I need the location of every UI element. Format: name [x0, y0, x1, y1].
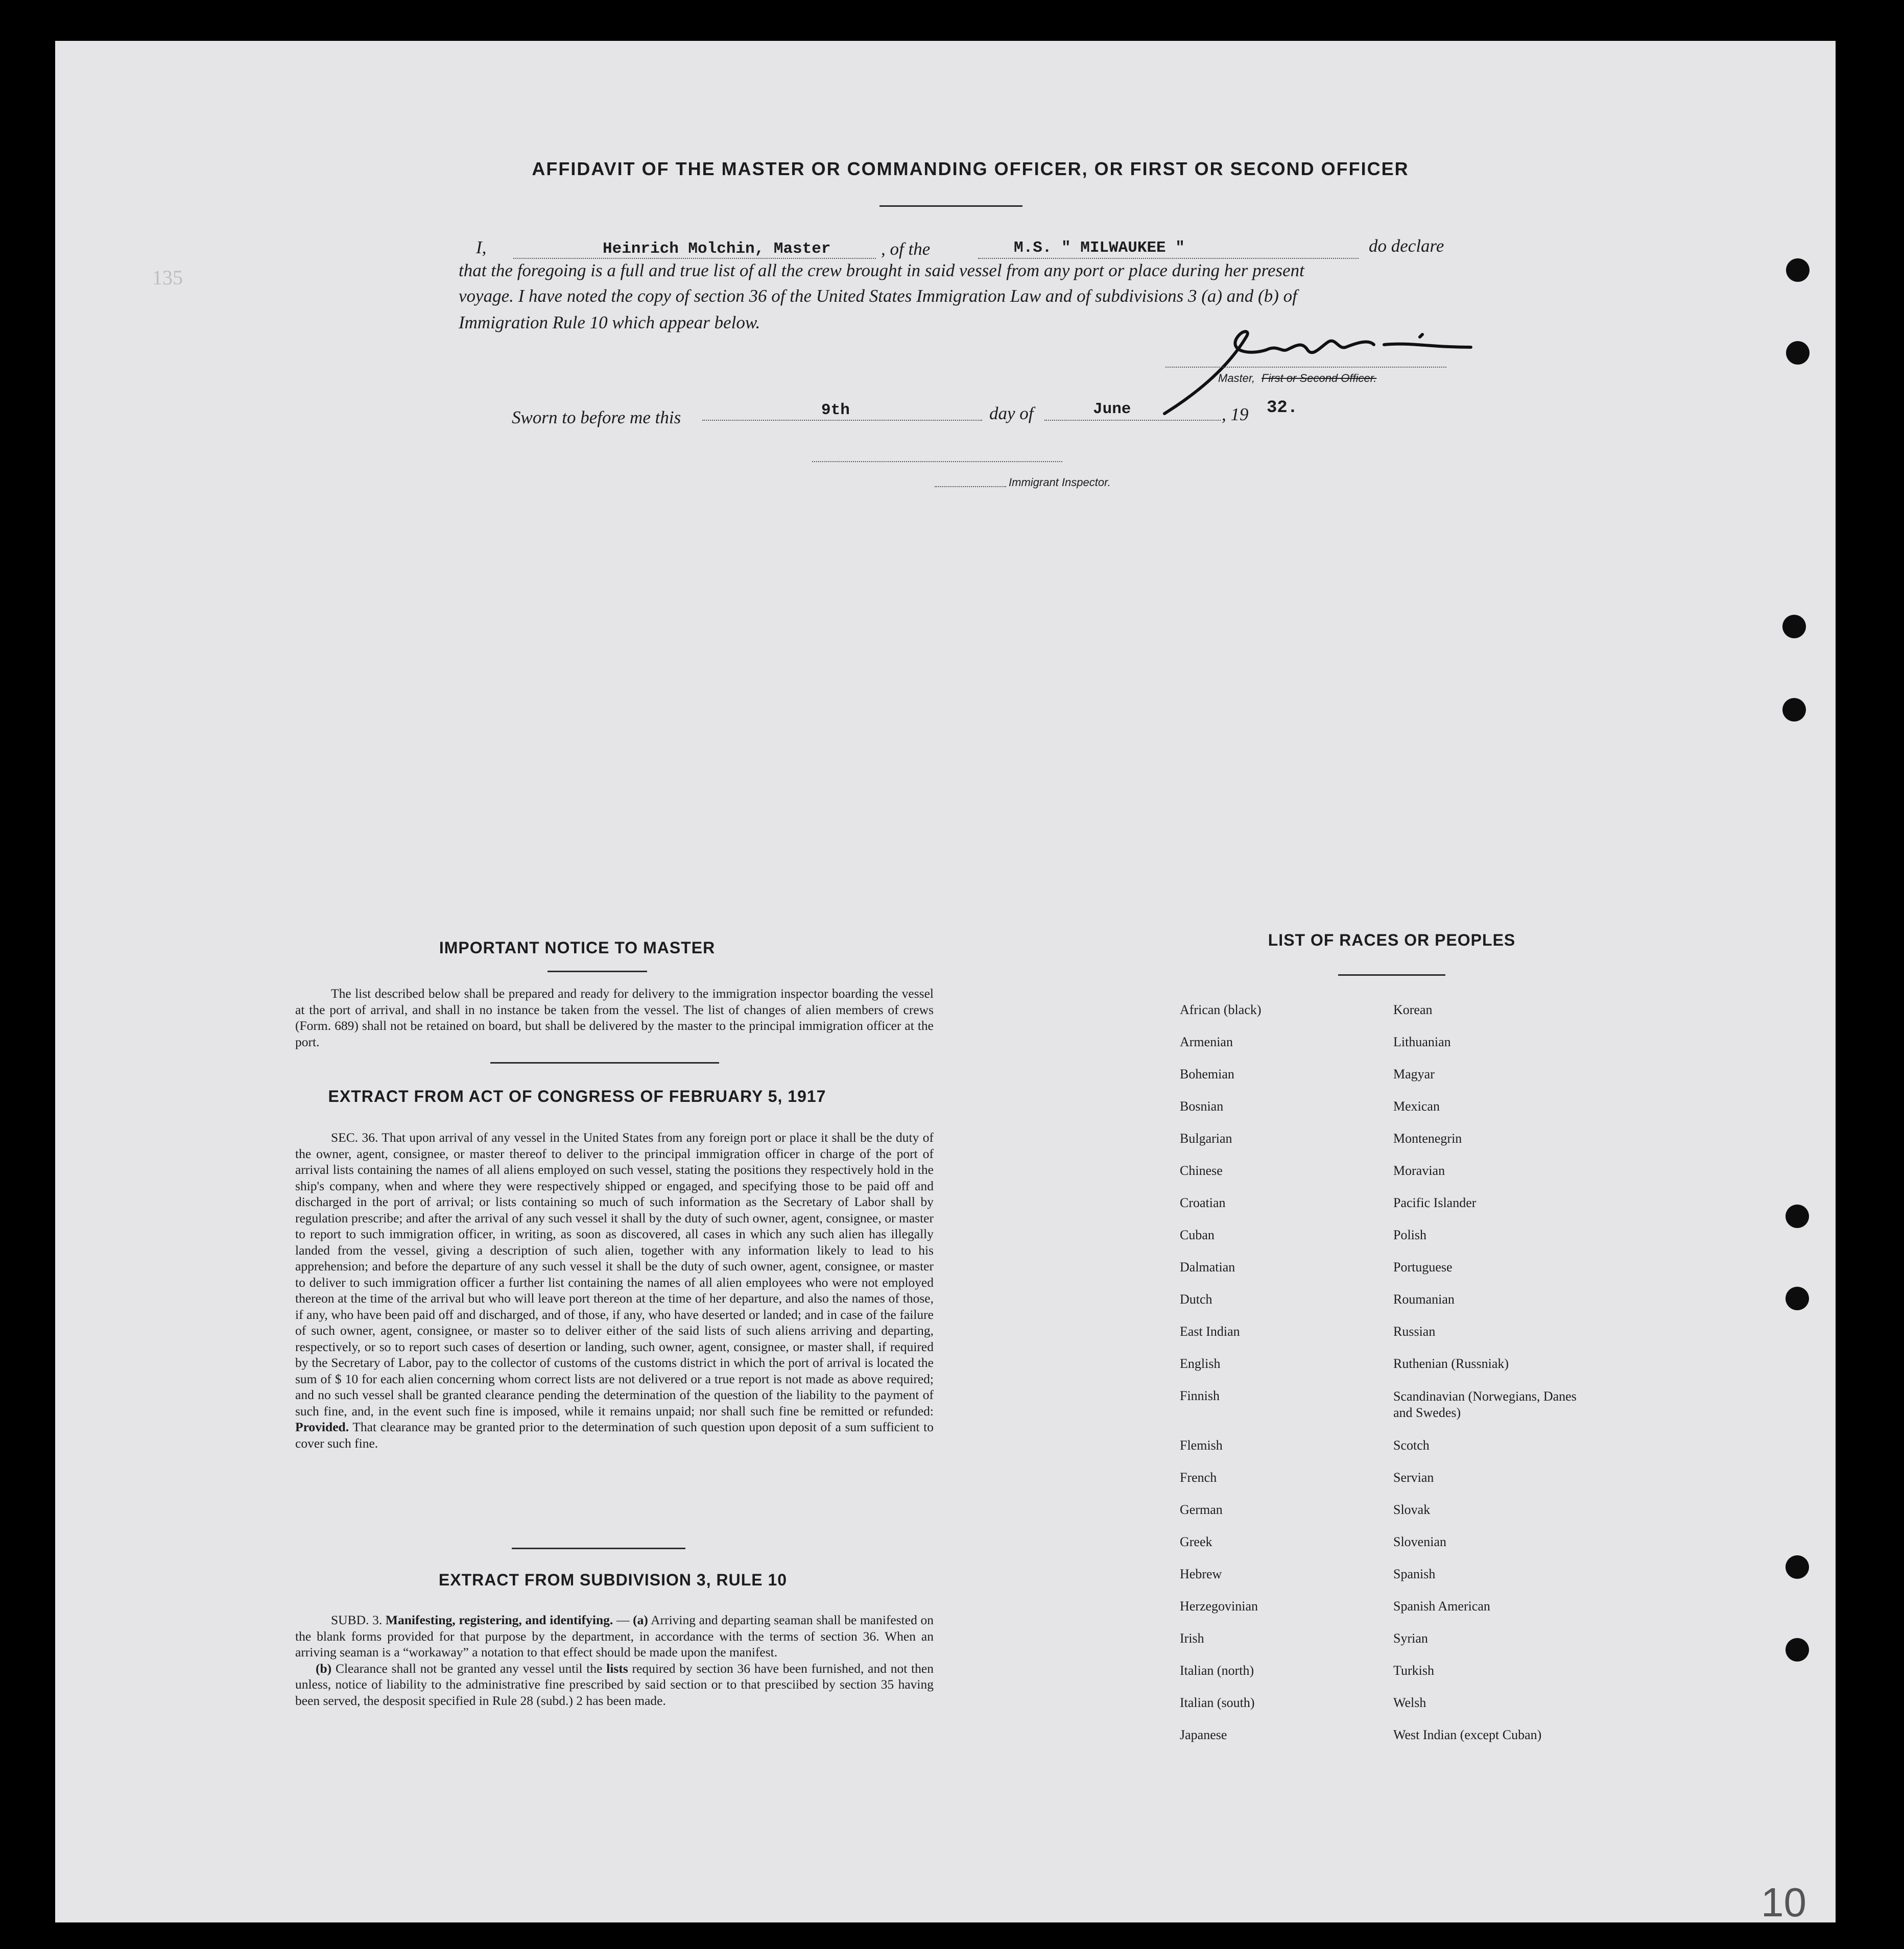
signature-line	[1165, 367, 1446, 368]
binder-hole-1	[1786, 258, 1810, 282]
race-item: Dutch	[1180, 1292, 1212, 1307]
race-item: Russian	[1393, 1324, 1436, 1339]
b-label: (b)	[316, 1661, 332, 1676]
affidavit-line-2: that the foregoing is a full and true list of all the crew brought in said vessel from any port or place during her present	[459, 260, 1304, 280]
corner-number: 10	[1761, 1880, 1806, 1925]
section-36-closing: That clearance may be granted prior to the determination of such question upon deposit of a sum sufficient to cover such fine.	[295, 1419, 934, 1451]
race-item: Dalmatian	[1180, 1260, 1235, 1274]
year-value: 32.	[1267, 398, 1298, 418]
race-item: Japanese	[1180, 1727, 1227, 1742]
act-end-rule	[512, 1548, 685, 1549]
vessel-name: M.S. " MILWAUKEE "	[1014, 239, 1185, 257]
day-value: 9th	[821, 401, 850, 419]
year-prefix: , 19	[1222, 404, 1249, 424]
race-item: Herzegovinian	[1180, 1599, 1258, 1614]
binder-hole-2	[1786, 341, 1810, 365]
binder-hole-6	[1786, 1287, 1809, 1310]
race-item: Slovak	[1393, 1502, 1431, 1517]
provided-term: Provided.	[295, 1419, 349, 1434]
race-item: Moravian	[1393, 1163, 1445, 1178]
race-item: Pacific Islander	[1393, 1195, 1477, 1210]
affidavit-line-3: voyage. I have noted the copy of section 36 of the United States Immigration Law and of subdivisions 3 (a) and (b) of	[459, 286, 1297, 306]
race-item: Bohemian	[1180, 1067, 1234, 1081]
title-divider	[879, 205, 1022, 207]
vessel-line	[978, 258, 1359, 259]
race-item: Roumanian	[1393, 1292, 1455, 1307]
notice-body	[295, 985, 934, 1050]
race-item: Syrian	[1393, 1631, 1428, 1646]
b-lists-term: lists	[606, 1661, 628, 1676]
master-name: Heinrich Molchin, Master	[603, 240, 831, 258]
day-line	[702, 420, 982, 421]
section-36-text: SEC. 36. That upon arrival of any vessel in the United States from any foreign port or place it shall be the duty of the owner, agent, consignee, or master thereof to deliver to the principal immigration officer in charge of the port of arrival lists containing the names of all aliens employed on such vessel, stating the positions they respectively hold in the ship's company, when and where they were respectively shipped or engaged, and specifying those to be paid off and discharged in the port of arrival; or lists containing so much of such information as the Secretary of Labor shall by regulation prescribe; and after the arrival of any such vessel it shall by the duty of such owner, agent, consignee, or master to report to such immigration officer, in writing, as soon as discovered, all cases in which any such alien has illegally landed from the vessel, giving a description of such alien, together with any information likely to lead to his apprehension; and before the departure of any such vessel it shall be the duty of such owner, agent, consignee, or master to deliver to such immigration officer a further list containing the names of all alien employees who were not employed thereon at the time of the arrival but who will leave port thereon at the time of her departure, and also the names of those, if any, who have been paid off and discharged, and of those, if any, who have deserted or landed; and in case of the failure of such owner, agent, consignee, or master so to deliver either of the said lists of such aliens arriving and departing, respectively, or so to report such cases of desertion or landing, such owner, agent, consignee, or master shall, if required by the Secretary of Labor, pay to the collector of customs of the customs district in which the port of arrival is located the sum of $ 10 for each alien concerning whom correct lists are not delivered or a true report is not made as above required; and no such vessel shall be granted clearance pending the determination of the question of the liability to the payment of such fine, and, in the event such fine is imposed, while it remains unpaid; nor shall such fine be remitted or refunded:	[295, 1130, 934, 1418]
race-item: Bosnian	[1180, 1099, 1224, 1114]
binder-hole-5	[1786, 1205, 1809, 1228]
race-item: Montenegrin	[1393, 1131, 1462, 1146]
notice-divider	[548, 971, 647, 972]
race-item: Mexican	[1393, 1099, 1440, 1114]
affidavit-line-4: Immigration Rule 10 which appear below.	[459, 312, 760, 332]
race-item: West Indian (except Cuban)	[1393, 1727, 1542, 1742]
affidavit-title: AFFIDAVIT OF THE MASTER OR COMMANDING OFFICER, OR FIRST OR SECOND OFFICER	[532, 158, 1409, 179]
race-item: Cuban	[1180, 1228, 1215, 1242]
rule-extract-title: EXTRACT FROM SUBDIVISION 3, RULE 10	[438, 1571, 788, 1589]
race-item: Welsh	[1393, 1695, 1426, 1710]
race-item: Servian	[1393, 1470, 1434, 1485]
master-name-line	[513, 258, 876, 259]
inspector-signature-line	[812, 461, 1062, 462]
race-item: German	[1180, 1502, 1223, 1517]
race-item: Korean	[1393, 1002, 1433, 1017]
race-item: Hebrew	[1180, 1567, 1222, 1581]
subdivision-b-paragraph	[295, 1661, 934, 1709]
month-value: June	[1093, 400, 1131, 418]
b-text-1: Clearance shall not be granted any vessel until the	[335, 1661, 603, 1676]
day-of-label: day of	[989, 403, 1034, 423]
section-36-paragraph	[295, 1129, 934, 1451]
race-item: East Indian	[1180, 1324, 1240, 1339]
notice-title: IMPORTANT NOTICE TO MASTER	[439, 939, 716, 957]
act-extract-body	[295, 1129, 934, 1451]
rule-extract-body	[295, 1612, 934, 1709]
binder-hole-3	[1782, 615, 1806, 638]
race-item: Croatian	[1180, 1195, 1226, 1210]
race-item: English	[1180, 1356, 1221, 1371]
race-item: Bulgarian	[1180, 1131, 1232, 1146]
sworn-label: Sworn to before me this	[512, 407, 681, 427]
race-item: Spanish American	[1393, 1599, 1490, 1614]
race-item: Scotch	[1393, 1438, 1430, 1453]
subd-label: SUBD. 3.	[331, 1613, 383, 1627]
races-title: LIST OF RACES OR PEOPLES	[1268, 931, 1516, 949]
i-label: I,	[476, 237, 487, 257]
a-label: (a)	[633, 1613, 648, 1627]
race-item: African (black)	[1180, 1002, 1262, 1017]
race-item: Flemish	[1180, 1438, 1223, 1453]
notice-end-rule	[490, 1062, 719, 1064]
race-item: Ruthenian (Russniak)	[1393, 1356, 1509, 1371]
notice-paragraph: The list described below shall be prepared and ready for delivery to the immigration inspector boarding the vessel at the port of arrival, and shall in no instance be taken from the vessel. The list of changes of alien members of crews (Form. 689) shall not be retained on board, but shall be delivered by the master to the principal immigration officer at the port.	[295, 986, 934, 1049]
race-item: Portuguese	[1393, 1260, 1453, 1274]
do-declare-label: do declare	[1369, 236, 1444, 256]
binder-hole-4	[1782, 698, 1806, 721]
a-text: Arriving and departing seaman shall be manifested on the blank forms provided for that purpose by the department, in accordance with the terms of section 36. When an arriving seaman is a “workaway” a notation to that effect should be made upon the manifest.	[295, 1613, 934, 1659]
race-item: Irish	[1180, 1631, 1204, 1646]
subd-dash: —	[613, 1613, 633, 1627]
subdivision-a-paragraph	[295, 1612, 934, 1661]
race-item: Magyar	[1393, 1067, 1435, 1081]
faded-page-mark: 135	[152, 266, 183, 289]
of-the-label: , of the	[881, 239, 931, 259]
races-divider	[1338, 974, 1445, 976]
month-line	[1044, 420, 1221, 421]
subd-heading: Manifesting, registering, and identifying.	[385, 1613, 613, 1627]
struck-officer-label: First or Second Officer.	[1262, 372, 1377, 384]
race-item: Spanish	[1393, 1567, 1436, 1581]
act-extract-title: EXTRACT FROM ACT OF CONGRESS OF FEBRUARY 5, 1917	[328, 1087, 826, 1105]
race-item: Italian (south)	[1180, 1695, 1255, 1710]
race-item: Chinese	[1180, 1163, 1223, 1178]
binder-hole-7	[1786, 1555, 1809, 1579]
master-label: Master,	[1218, 372, 1255, 384]
race-item: Scandinavian (Norwegians, Danes and Swedes)	[1393, 1389, 1577, 1420]
race-item: Slovenian	[1393, 1534, 1446, 1549]
inspector-label: Immigrant Inspector.	[1009, 476, 1111, 489]
race-item: Lithuanian	[1393, 1034, 1451, 1049]
race-item: French	[1180, 1470, 1217, 1485]
inspector-label-leader	[935, 486, 1006, 487]
race-item: Greek	[1180, 1534, 1212, 1549]
b-text-2: required by section 36 have been furnished, and not then unless, notice of liability to the administrative fine prescribed by said section or to that presciibed by section 35 having been served, the desposit specified in Rule 28 (subd.) 2 has been made.	[295, 1661, 934, 1708]
binder-hole-8	[1786, 1638, 1809, 1662]
race-item: Finnish	[1180, 1388, 1220, 1403]
race-item: Polish	[1393, 1228, 1427, 1242]
race-item: Armenian	[1180, 1034, 1233, 1049]
race-item: Turkish	[1393, 1663, 1434, 1678]
race-item: Italian (north)	[1180, 1663, 1254, 1678]
